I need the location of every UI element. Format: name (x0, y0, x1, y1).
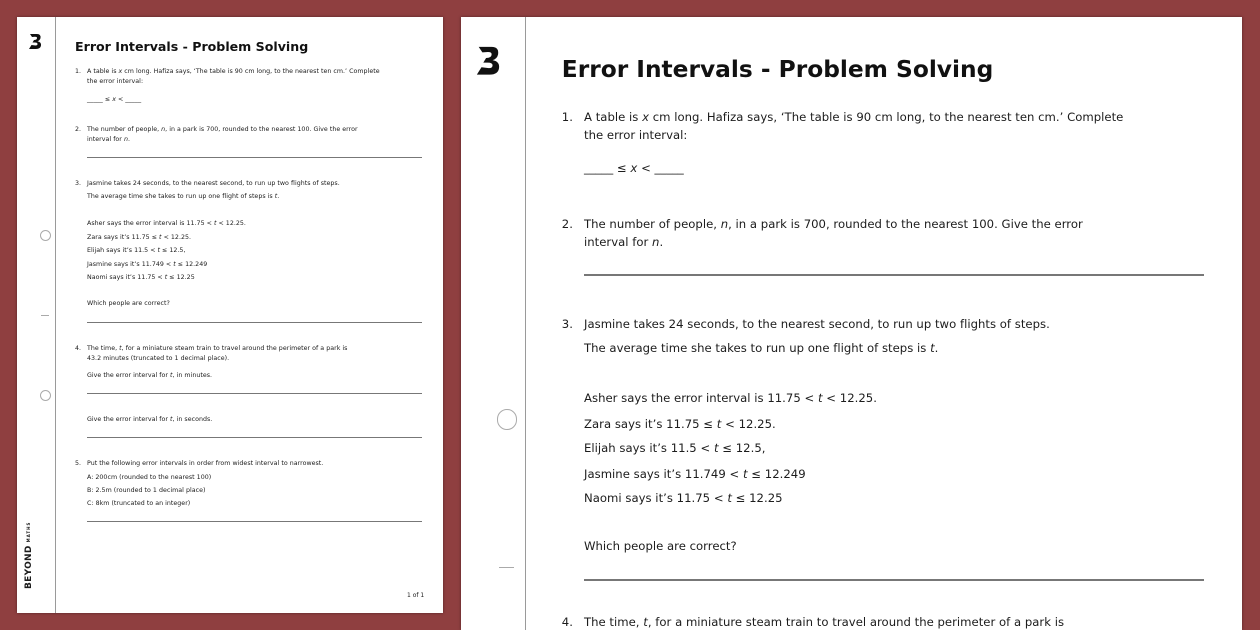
question-text (87, 126, 358, 134)
text-segment: Elijah says it’s 11.5 < (584, 440, 714, 455)
text-segment: The time, (87, 345, 120, 352)
question-text (87, 261, 207, 269)
variable: t (170, 372, 173, 379)
text-segment: A: 200cm (rounded to the nearest 100) (87, 474, 212, 481)
question-text (87, 345, 347, 353)
variable: t (119, 345, 122, 352)
text-segment: ≤ 12.5, (718, 440, 766, 455)
text-segment: C: 8km (truncated to an integer) (87, 500, 191, 507)
text-segment: the error interval: (87, 78, 144, 85)
text-segment: interval for (584, 235, 653, 250)
text-segment: Jasmine says it’s 11.749 < (584, 466, 743, 481)
text-segment: B: 2.5m (rounded to 1 decimal place) (87, 487, 206, 494)
question-text (87, 500, 190, 508)
answer-line[interactable] (87, 393, 422, 394)
margin-mark (499, 567, 514, 568)
text-segment: ≤ 12.5, (160, 247, 186, 254)
question-text (584, 491, 783, 506)
margin-mark (41, 315, 49, 316)
variable: t (727, 490, 732, 505)
question-text (87, 136, 130, 144)
question-text (584, 391, 877, 406)
text-segment: Asher says the error interval is 11.75 < (87, 220, 214, 227)
logo-icon (28, 33, 42, 50)
text-segment: < 12.25. (161, 234, 192, 241)
text-segment: A table is (87, 68, 119, 75)
variable: t (159, 234, 162, 241)
question-text (584, 235, 663, 250)
text-segment: < _____ (115, 96, 142, 103)
variable: t (170, 416, 173, 423)
text-segment: The number of people, (87, 126, 162, 133)
question-text (87, 416, 212, 424)
question-text (87, 234, 191, 242)
question-text (584, 161, 684, 176)
brand-name: BEYOND (24, 545, 34, 589)
text-segment: < _____ (637, 161, 684, 176)
question-text (87, 274, 195, 282)
text-segment: < 12.25. (822, 390, 877, 405)
question-text (584, 128, 687, 143)
question-number: 3. (75, 180, 82, 187)
text-segment: Give the error interval for (87, 372, 171, 379)
text-segment: , for a miniature steam train to travel around the perimeter of a park is (647, 615, 1065, 630)
text-segment: Naomi says it’s 11.75 < (87, 274, 165, 281)
question-text (87, 487, 205, 495)
worksheet-preview (461, 17, 1242, 630)
answer-line[interactable] (87, 437, 422, 438)
punch-hole-icon (497, 409, 517, 429)
text-segment: . (127, 136, 130, 143)
text-segment: the error interval: (584, 128, 688, 143)
text-segment: < 12.25. (721, 416, 776, 431)
question-number: 4. (75, 345, 82, 352)
text-segment: < 12.25. (216, 220, 246, 227)
margin-line (525, 17, 526, 630)
punch-hole-icon (40, 390, 51, 401)
text-segment: Zara says it’s 11.75 ≤ (584, 416, 717, 431)
text-segment: ≤ 12.25 (167, 274, 195, 281)
variable: t (713, 440, 719, 455)
question-number: 5. (75, 460, 82, 467)
text-segment: , in a park is 700, rounded to the nearest 100. Give the error (165, 126, 358, 133)
text-segment: The average time she takes to run up one flight of steps is (87, 193, 275, 200)
text-segment: Naomi says it’s 11.75 < (584, 490, 728, 505)
answer-line[interactable] (584, 579, 1204, 581)
variable: x (642, 109, 649, 124)
text-segment: Zara says it’s 11.75 ≤ (87, 234, 160, 241)
text-segment: . (659, 235, 664, 250)
variable: t (930, 340, 935, 355)
question-text (584, 467, 806, 482)
variable: t (173, 261, 176, 268)
question-text (584, 417, 776, 432)
question-text (584, 615, 1064, 630)
logo-icon (475, 45, 501, 76)
text-segment: , in minutes. (172, 372, 213, 379)
text-segment: The average time she takes to run up one flight of steps is (584, 340, 931, 355)
question-text (87, 220, 246, 228)
variable: x (112, 96, 116, 103)
answer-line[interactable] (87, 521, 422, 522)
question-number: 1. (75, 68, 82, 75)
question-number: 1. (561, 109, 573, 124)
text-segment: The number of people, (584, 216, 721, 231)
question-text (87, 355, 229, 363)
answer-line[interactable] (584, 274, 1204, 276)
question-number: 2. (561, 216, 573, 231)
question-number: 3. (561, 316, 573, 331)
text-segment: The time, (584, 615, 644, 630)
text-segment: interval for (87, 136, 124, 143)
text-segment: Put the following error intervals in order from widest interval to narrowest. (87, 460, 324, 467)
text-segment: _____ ≤ (584, 161, 631, 176)
variable: t (716, 416, 722, 431)
answer-line[interactable] (87, 157, 422, 158)
variable: t (817, 390, 823, 405)
variable: x (118, 68, 123, 75)
text-segment: A table is (584, 109, 643, 124)
question-text (584, 539, 737, 554)
text-segment: Which people are correct? (584, 538, 737, 553)
variable: t (274, 193, 278, 200)
variable: n (161, 126, 166, 133)
question-text (584, 217, 1083, 232)
variable: t (157, 247, 161, 254)
text-segment: . (934, 340, 939, 355)
variable: t (164, 274, 168, 281)
question-text (87, 460, 323, 468)
page-number: 1 of 1 (407, 592, 425, 599)
variable: n (123, 136, 128, 143)
text-segment: Jasmine takes 24 seconds, to the nearest second, to run up two flights of steps. (584, 316, 1050, 331)
question-text (584, 441, 765, 456)
text-segment: 43.2 minutes (truncated to 1 decimal place). (87, 355, 230, 362)
answer-line[interactable] (87, 322, 422, 323)
brand-sub: MATHS (25, 521, 31, 543)
question-text (87, 474, 211, 482)
question-number: 2. (75, 126, 82, 133)
question-text (87, 247, 185, 255)
text-segment: Jasmine takes 24 seconds, to the nearest second, to run up two flights of steps. (87, 180, 340, 187)
question-text (584, 110, 1123, 125)
variable: x (630, 161, 638, 176)
page-title: Error Intervals - Problem Solving (75, 39, 309, 54)
question-text (87, 78, 143, 86)
variable: t (213, 220, 217, 227)
text-segment: ≤ 12.249 (175, 261, 208, 268)
margin-line (55, 17, 56, 613)
text-segment: Jasmine says it’s 11.749 < (87, 261, 174, 268)
text-segment: Which people are correct? (87, 300, 170, 307)
text-segment: _____ ≤ (87, 96, 113, 103)
question-text (87, 300, 170, 308)
text-segment: , for a miniature steam train to travel around the perimeter of a park is (121, 345, 348, 352)
question-text (87, 68, 380, 76)
punch-hole-icon (40, 230, 51, 241)
text-segment: . (277, 193, 280, 200)
question-text (584, 317, 1050, 332)
variable: t (742, 466, 748, 481)
question-text (87, 193, 279, 201)
brand-wordmark (25, 522, 34, 589)
variable: t (643, 615, 648, 630)
text-segment: , in a park is 700, rounded to the nearest 100. Give the error (728, 216, 1083, 231)
text-segment: Elijah says it’s 11.5 < (87, 247, 158, 254)
text-segment: cm long. Hafiza says, ‘The table is 90 cm long, to the nearest ten cm.’ Complete (122, 68, 380, 75)
text-segment: ≤ 12.25 (731, 490, 783, 505)
text-segment: Give the error interval for (87, 416, 171, 423)
question-text (87, 372, 212, 380)
question-text (87, 96, 141, 104)
text-segment: ≤ 12.249 (747, 466, 806, 481)
text-segment: cm long. Hafiza says, ‘The table is 90 cm long, to the nearest ten cm.’ Complete (649, 109, 1124, 124)
text-segment: Asher says the error interval is 11.75 < (584, 390, 818, 405)
variable: n (720, 216, 729, 231)
question-text (87, 180, 340, 188)
page-title: Error Intervals - Problem Solving (561, 55, 994, 83)
text-segment: , in seconds. (172, 416, 213, 423)
variable: n (652, 235, 660, 250)
question-text (584, 341, 938, 356)
question-number: 4. (561, 615, 573, 630)
worksheet-thumbnail[interactable] (17, 17, 443, 613)
